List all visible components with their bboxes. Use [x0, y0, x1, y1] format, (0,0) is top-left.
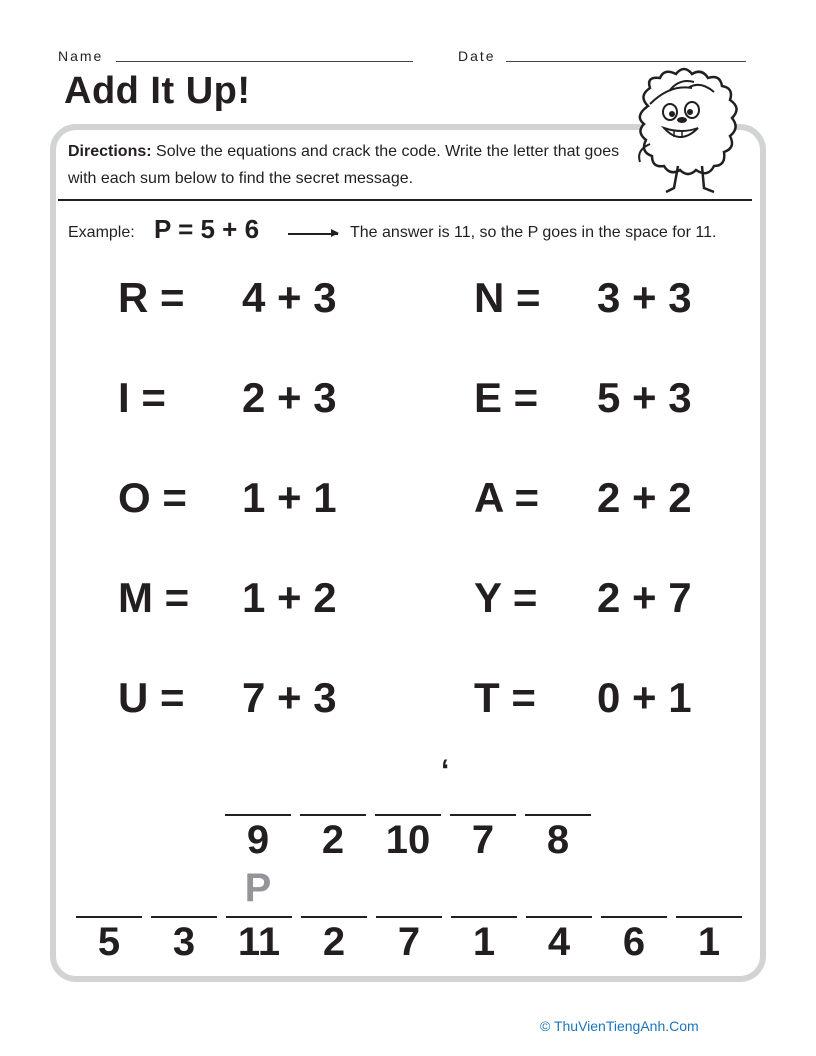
equation-letter: U =	[118, 674, 185, 721]
equation-expression: 2 + 3	[242, 374, 337, 421]
equation-expression: 2 + 7	[597, 574, 692, 621]
answer-blank[interactable]	[601, 916, 667, 918]
code-number: 7	[397, 920, 421, 964]
code-number: 2	[322, 920, 346, 964]
equation-letter: I =	[118, 374, 166, 421]
example-label: Example:	[68, 224, 135, 241]
name-label: Name	[58, 48, 104, 64]
code-number: 10	[385, 818, 431, 862]
directions-body: Solve the equations and crack the code. Write the letter that goes with each sum below to find the secret message.	[68, 143, 620, 187]
equation-letter: O =	[118, 474, 187, 521]
example-row	[68, 214, 758, 248]
equation-letter: A =	[474, 474, 539, 521]
name-date-row	[58, 48, 748, 68]
code-number: 6	[622, 920, 646, 964]
answer-blank[interactable]	[376, 916, 442, 918]
answer-blank[interactable]	[526, 916, 592, 918]
answer-blank[interactable]	[301, 916, 367, 918]
code-number: 7	[471, 818, 495, 862]
code-number: 9	[246, 818, 270, 862]
name-field-line[interactable]	[116, 61, 413, 62]
prefilled-answer-letter: P	[244, 866, 272, 910]
code-number: 1	[697, 920, 721, 964]
answer-blank[interactable]	[300, 814, 366, 816]
code-number: 5	[97, 920, 121, 964]
answer-blank[interactable]	[151, 916, 217, 918]
example-equation: P = 5 + 6	[154, 214, 260, 244]
directions-label: Directions:	[68, 143, 152, 160]
monster-illustration	[630, 66, 750, 206]
directions-divider	[58, 199, 752, 201]
equation-expression: 5 + 3	[597, 374, 692, 421]
code-number: 1	[472, 920, 496, 964]
date-label: Date	[458, 48, 496, 64]
equation-letter: T =	[474, 674, 536, 721]
code-number: 8	[546, 818, 570, 862]
answer-blank[interactable]	[676, 916, 742, 918]
answer-blank[interactable]	[226, 916, 292, 918]
equation-letter: R =	[118, 274, 185, 321]
answer-blank[interactable]	[375, 814, 441, 816]
answer-blank[interactable]	[451, 916, 517, 918]
equation-expression: 3 + 3	[597, 274, 692, 321]
apostrophe-mark: ‘	[441, 754, 450, 787]
equation-expression: 7 + 3	[242, 674, 337, 721]
code-number: 2	[321, 818, 345, 862]
equation-expression: 1 + 1	[242, 474, 337, 521]
code-number: 4	[547, 920, 571, 964]
answer-blank[interactable]	[525, 814, 591, 816]
equation-expression: 4 + 3	[242, 274, 337, 321]
equation-expression: 0 + 1	[597, 674, 692, 721]
copyright-notice: © ThuVienTiengAnh.Com	[540, 1018, 699, 1034]
equation-letter: E =	[474, 374, 539, 421]
right-arrow-icon	[288, 233, 338, 235]
example-explanation: The answer is 11, so the P goes in the space for 11.	[350, 224, 717, 241]
directions-text	[68, 138, 648, 192]
code-number: 3	[172, 920, 196, 964]
answer-blank[interactable]	[76, 916, 142, 918]
equation-letter: Y =	[474, 574, 538, 621]
date-field-line[interactable]	[506, 61, 746, 62]
equation-letter: N =	[474, 274, 541, 321]
code-number: 11	[237, 920, 281, 964]
equation-expression: 2 + 2	[597, 474, 692, 521]
worksheet-title: Add It Up!	[64, 70, 251, 112]
answer-blank[interactable]	[225, 814, 291, 816]
answer-blank[interactable]	[450, 814, 516, 816]
equation-letter: M =	[118, 574, 190, 621]
equation-expression: 1 + 2	[242, 574, 337, 621]
